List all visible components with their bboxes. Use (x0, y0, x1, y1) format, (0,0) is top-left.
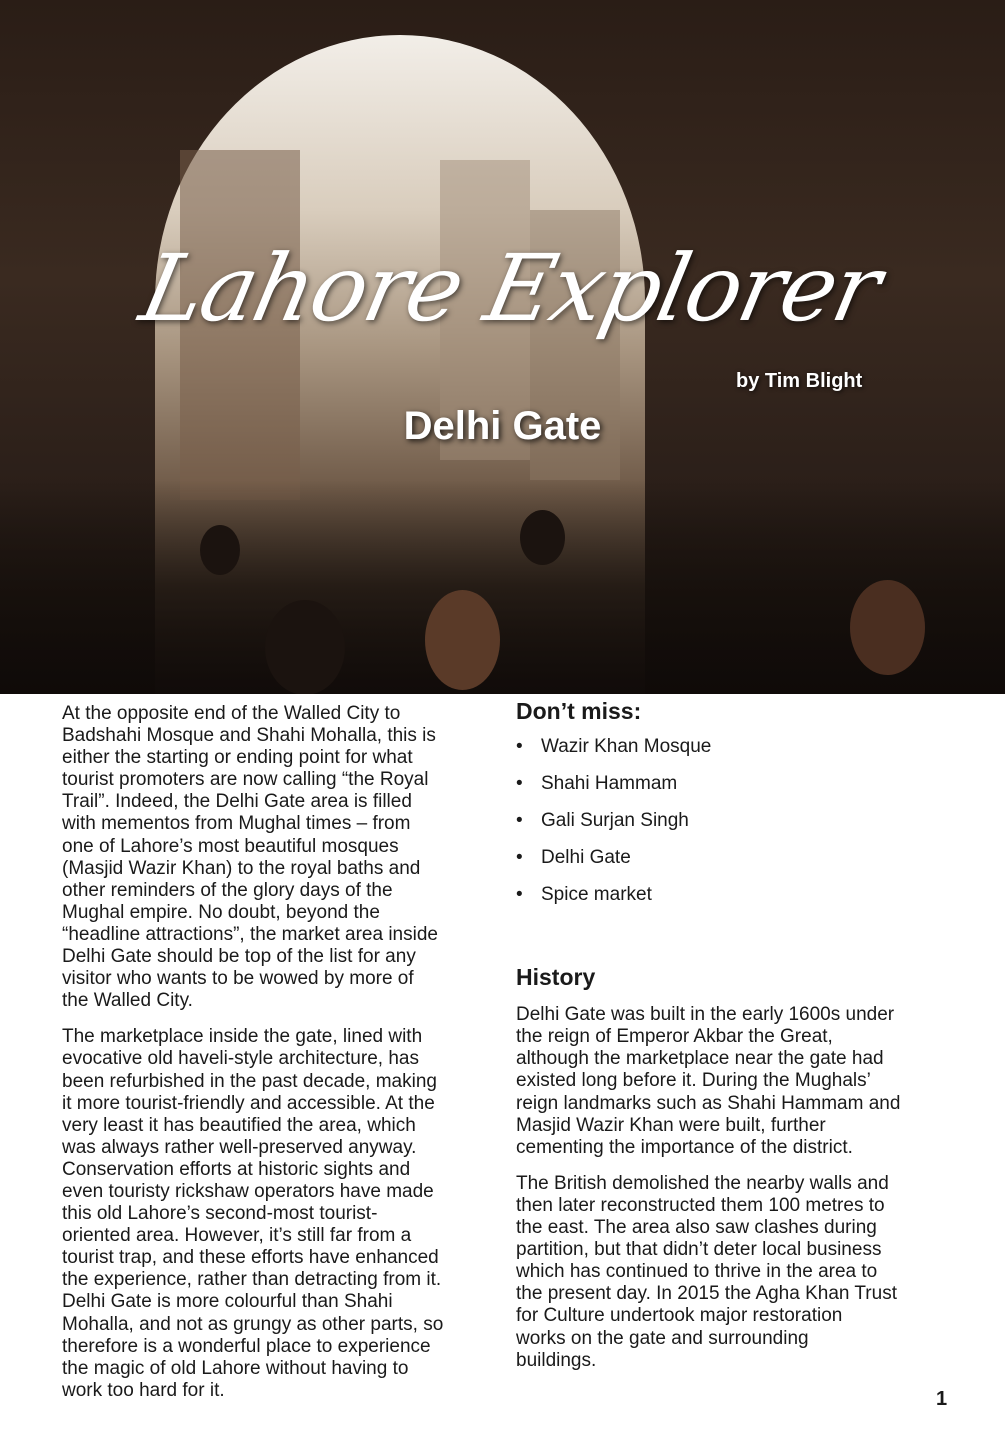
text-line: the east. The area also saw clashes during (516, 1217, 877, 1239)
text-line: Delhi Gate is more colourful than Shahi (62, 1291, 393, 1313)
text-line: other reminders of the glory days of the (62, 879, 393, 901)
text-line: Conservation efforts at historic sights and (62, 1158, 411, 1180)
text-line: “headline attractions”, the market area inside (62, 923, 438, 945)
text-line: existed long before it. During the Mughals’ (516, 1070, 871, 1092)
text-line: works on the gate and surrounding (516, 1327, 809, 1349)
byline: by Tim Blight (736, 370, 863, 392)
text-line: it more tourist-friendly and accessible. At the (62, 1092, 435, 1114)
text-line: Badshahi Mosque and Shahi Mohalla, this is (62, 725, 436, 747)
text-line: was always rather well-preserved anyway. (62, 1136, 417, 1158)
text-line: Trail”. Indeed, the Delhi Gate area is filled (62, 791, 412, 813)
text-line: Delhi Gate was built in the early 1600s under (516, 1004, 895, 1026)
list-item: • Spice market (516, 884, 900, 906)
text-line: although the marketplace near the gate had (516, 1048, 884, 1070)
text-line: the Walled City. (62, 990, 193, 1012)
text-line: Delhi Gate should be top of the list for any (62, 946, 416, 968)
text-line: The British demolished the nearby walls and (516, 1172, 889, 1194)
text-line: work too hard for it. (62, 1379, 225, 1401)
dont-miss-heading: Don’t miss: (516, 698, 642, 724)
history-paragraph (516, 1173, 900, 1372)
text-line: evocative old haveli-style architecture, has (62, 1048, 419, 1070)
text-line: then later reconstructed them 100 metres to (516, 1194, 885, 1216)
text-line: buildings. (516, 1349, 597, 1371)
text-line: even touristy rickshaw operators have made (62, 1180, 434, 1202)
text-line: cementing the importance of the district. (516, 1136, 853, 1158)
text-line: this old Lahore’s second-most tourist- (62, 1203, 378, 1225)
crowd-image (0, 480, 1005, 694)
text-line: tourist trap, and these efforts have enhanced (62, 1247, 439, 1269)
sidebar-column (516, 700, 900, 1386)
text-line: the experience, rather than detracting from it. (62, 1269, 442, 1291)
history-paragraph (516, 1004, 900, 1159)
text-line: Mohalla, and not as grungy as other parts, so (62, 1313, 444, 1335)
dont-miss-list (516, 736, 900, 906)
text-line: The marketplace inside the gate, lined with (62, 1026, 423, 1048)
magazine-title: Lahore Explorer (131, 235, 889, 342)
text-line: visitor who wants to be wowed by more of (62, 968, 414, 990)
text-line: At the opposite end of the Walled City to (62, 703, 401, 724)
text-line: with mementos from Mughal times – from (62, 813, 411, 835)
marketplace-paragraph (62, 1026, 443, 1402)
intro-column (62, 703, 443, 1416)
list-item: • Delhi Gate (516, 847, 900, 869)
text-line: Masjid Wazir Khan were built, further (516, 1114, 826, 1136)
list-item: • Gali Surjan Singh (516, 810, 900, 832)
text-line: Mughal empire. No doubt, beyond the (62, 901, 380, 923)
history-heading: History (516, 964, 596, 991)
text-line: therefore is a wonderful place to experience (62, 1335, 431, 1357)
list-item: • Wazir Khan Mosque (516, 736, 900, 758)
text-line: the reign of Emperor Akbar the Great, (516, 1026, 833, 1048)
article-title: Delhi Gate (403, 404, 602, 448)
text-line: been refurbished in the past decade, making (62, 1070, 437, 1092)
text-line: very least it has beautified the area, which (62, 1114, 416, 1136)
text-line: the present day. In 2015 the Agha Khan Trust (516, 1283, 897, 1305)
hero-photo (0, 0, 1005, 694)
text-line: reign landmarks such as Shahi Hammam and (516, 1092, 901, 1114)
text-line: the magic of old Lahore without having to (62, 1357, 409, 1379)
text-line: one of Lahore’s most beautiful mosques (62, 835, 399, 857)
text-line: for Culture undertook major restoration (516, 1305, 843, 1327)
text-line: oriented area. However, it’s still far from a (62, 1225, 412, 1247)
text-line: partition, but that didn’t deter local business (516, 1239, 882, 1261)
list-item: • Shahi Hammam (516, 773, 900, 795)
text-line: (Masjid Wazir Khan) to the royal baths and (62, 857, 421, 879)
intro-paragraph (62, 703, 443, 1012)
text-line: either the starting or ending point for what (62, 747, 413, 769)
text-line: which has continued to thrive in the area to (516, 1261, 878, 1283)
text-line: tourist promoters are now calling “the Royal (62, 769, 429, 791)
page-number: 1 (936, 1388, 948, 1410)
